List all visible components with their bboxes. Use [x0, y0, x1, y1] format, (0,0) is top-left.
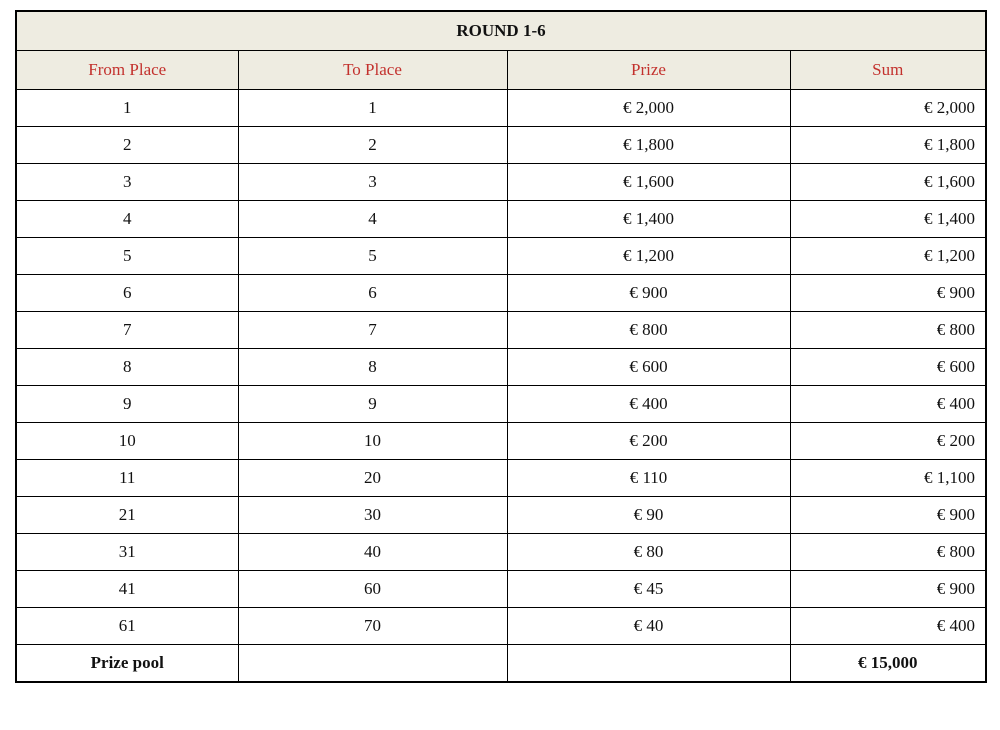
table-row	[16, 607, 986, 644]
cell-prize: € 900	[507, 274, 790, 311]
cell-from: 31	[16, 533, 238, 570]
cell-sum: € 1,200	[790, 237, 986, 274]
column-header-from-place: From Place	[16, 50, 238, 89]
cell-to: 5	[238, 237, 507, 274]
table-row	[16, 311, 986, 348]
cell-sum: € 400	[790, 385, 986, 422]
table-title: ROUND 1-6	[16, 11, 986, 50]
cell-sum: € 1,100	[790, 459, 986, 496]
cell-to: 7	[238, 311, 507, 348]
cell-from: 3	[16, 163, 238, 200]
cell-to: 30	[238, 496, 507, 533]
table-row	[16, 237, 986, 274]
column-header-prize: Prize	[507, 50, 790, 89]
table-row	[16, 163, 986, 200]
table-row	[16, 459, 986, 496]
cell-prize: € 40	[507, 607, 790, 644]
cell-to: 9	[238, 385, 507, 422]
table-row	[16, 496, 986, 533]
cell-from: 21	[16, 496, 238, 533]
cell-to: 3	[238, 163, 507, 200]
cell-sum: € 900	[790, 274, 986, 311]
table-row	[16, 385, 986, 422]
cell-sum: € 900	[790, 570, 986, 607]
table-row	[16, 422, 986, 459]
cell-to: 2	[238, 126, 507, 163]
prize-pool-empty-to	[238, 644, 507, 682]
cell-prize: € 1,800	[507, 126, 790, 163]
cell-prize: € 1,600	[507, 163, 790, 200]
cell-sum: € 600	[790, 348, 986, 385]
prize-table	[15, 10, 987, 683]
prize-pool-row	[16, 644, 986, 682]
prize-pool-empty-prize	[507, 644, 790, 682]
cell-from: 2	[16, 126, 238, 163]
cell-from: 5	[16, 237, 238, 274]
column-header-to-place: To Place	[238, 50, 507, 89]
table-row	[16, 200, 986, 237]
table-header-row	[16, 50, 986, 89]
cell-from: 10	[16, 422, 238, 459]
cell-prize: € 800	[507, 311, 790, 348]
cell-sum: € 2,000	[790, 89, 986, 126]
cell-sum: € 900	[790, 496, 986, 533]
cell-prize: € 400	[507, 385, 790, 422]
cell-sum: € 200	[790, 422, 986, 459]
cell-sum: € 400	[790, 607, 986, 644]
cell-to: 70	[238, 607, 507, 644]
cell-from: 41	[16, 570, 238, 607]
cell-to: 6	[238, 274, 507, 311]
table-row	[16, 533, 986, 570]
cell-sum: € 800	[790, 311, 986, 348]
cell-prize: € 1,400	[507, 200, 790, 237]
cell-to: 20	[238, 459, 507, 496]
cell-sum: € 800	[790, 533, 986, 570]
table-row	[16, 89, 986, 126]
table-row	[16, 126, 986, 163]
table-row	[16, 570, 986, 607]
table-title-row	[16, 11, 986, 50]
cell-to: 8	[238, 348, 507, 385]
cell-from: 7	[16, 311, 238, 348]
cell-from: 1	[16, 89, 238, 126]
cell-prize: € 45	[507, 570, 790, 607]
table-row	[16, 274, 986, 311]
cell-sum: € 1,800	[790, 126, 986, 163]
cell-to: 40	[238, 533, 507, 570]
cell-to: 1	[238, 89, 507, 126]
cell-to: 10	[238, 422, 507, 459]
column-header-sum: Sum	[790, 50, 986, 89]
prize-pool-total: € 15,000	[790, 644, 986, 682]
cell-to: 4	[238, 200, 507, 237]
cell-from: 61	[16, 607, 238, 644]
cell-prize: € 200	[507, 422, 790, 459]
cell-prize: € 1,200	[507, 237, 790, 274]
cell-sum: € 1,600	[790, 163, 986, 200]
cell-prize: € 2,000	[507, 89, 790, 126]
cell-sum: € 1,400	[790, 200, 986, 237]
prize-pool-label: Prize pool	[16, 644, 238, 682]
table-row	[16, 348, 986, 385]
cell-from: 11	[16, 459, 238, 496]
cell-prize: € 80	[507, 533, 790, 570]
cell-from: 9	[16, 385, 238, 422]
cell-from: 4	[16, 200, 238, 237]
cell-prize: € 90	[507, 496, 790, 533]
cell-from: 6	[16, 274, 238, 311]
cell-from: 8	[16, 348, 238, 385]
cell-to: 60	[238, 570, 507, 607]
cell-prize: € 110	[507, 459, 790, 496]
cell-prize: € 600	[507, 348, 790, 385]
